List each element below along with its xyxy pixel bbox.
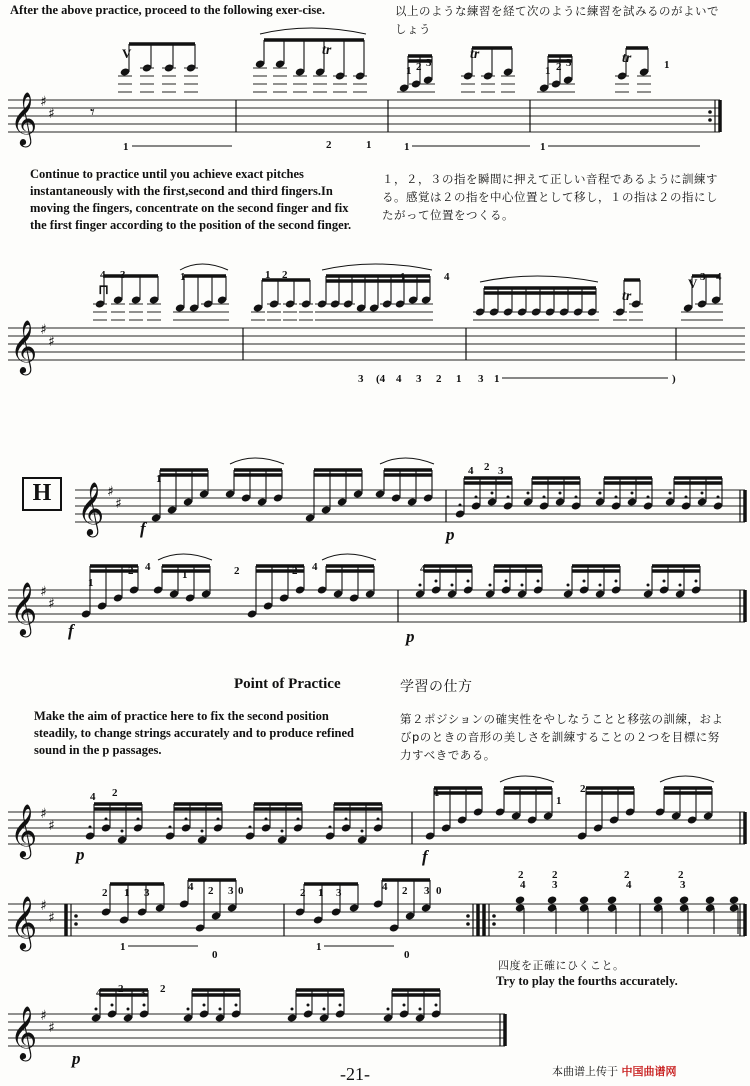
slur [380,458,434,464]
key-sharp-icon: ♯ [40,806,47,822]
notehead [653,895,664,904]
treble-clef-icon: 𝄞 [10,91,38,145]
key-sharp-icon: ♯ [48,818,55,834]
staccato-dot [249,826,252,829]
row2-fingering: 3 [478,373,484,385]
staccato-dot [419,1008,422,1011]
fourths-note-en: Try to play the fourths accurately. [496,974,678,988]
h2-fingering: 1 [182,569,188,581]
h1-fingering: 3 [498,465,504,477]
staccato-dot [489,584,492,587]
p2-fingering: 2 [678,869,684,881]
staccato-dot [631,492,634,495]
repeat-dot [74,914,78,918]
staccato-dot [467,580,470,583]
staccato-dot [567,584,570,587]
p2-fingering: 4 [520,879,526,891]
staccato-dot [345,818,348,821]
row2-fingering: ) [672,373,676,385]
p2-fingering: 3 [144,887,150,899]
p3-fingering: 3 [140,987,146,999]
row1-fingering: 1 [406,65,412,77]
fourths-note-jp: 四度を正確にひくこと。 [498,959,625,972]
staccato-dot [323,1008,326,1011]
trill-marking: tr [470,47,480,62]
notehead [515,895,526,904]
staccato-dot [265,818,268,821]
row2-fingering: 2 [436,373,442,385]
staff-practice-1 [0,770,750,880]
paragraph-2-en: Make the aim of practice here to fix the second position steadily, to change strings accurately and to produce refined sound in the p passages. [34,709,355,757]
treble-clef-icon: 𝄞 [10,803,38,857]
dynamic-marking: f [422,847,428,866]
row1-fingering: 1 [404,141,410,153]
p3-fingering: 4 [96,987,102,999]
treble-clef-icon: 𝄞 [77,481,105,535]
row1-fingering: 1 [540,141,546,153]
down-bow-icon: ⊓ [98,282,110,298]
key-sharp-icon: ♯ [40,898,47,914]
staccato-dot [669,492,672,495]
staccato-dot [459,504,462,507]
key-sharp-icon: ♯ [48,334,55,350]
h2-fingering: 2 [128,565,134,577]
p1-fingering: 4 [90,791,96,803]
staccato-dot [559,492,562,495]
row1-fingering: 1 [545,65,551,77]
staccato-dot [387,1008,390,1011]
staccato-dot [169,826,172,829]
staff-row-2 [0,270,750,430]
p2-fingering: 4 [188,881,194,893]
h2-fingering: 2 [234,565,240,577]
key-sharp-icon: ♯ [115,496,122,512]
key-sharp-icon: ♯ [40,1008,47,1024]
p3-fingering: 2 [118,983,124,995]
slur [322,554,376,560]
p2-fingering: 3 [424,885,430,897]
notehead [579,895,590,904]
row2-fingering: 4 [396,373,402,385]
notehead [679,895,690,904]
treble-clef-icon: 𝄞 [10,895,38,949]
h1-fingering: 4 [468,465,474,477]
p2-fingering: 1 [316,941,322,953]
key-sharp-icon: ♯ [107,484,114,500]
h2-fingering: 4 [312,561,318,573]
staccato-dot [475,496,478,499]
staccato-dot [291,1008,294,1011]
trill-marking: tr [622,289,632,304]
row1-fingering: 2 [556,61,562,73]
eighth-rest-icon: 𝄾 [90,102,95,123]
key-sharp-icon: ♯ [48,106,55,122]
h1-fingering: 2 [484,461,490,473]
row2-fingering: (4 [376,373,386,385]
p2-fingering: 1 [318,887,324,899]
row2-fingering: 1 [265,269,271,281]
treble-clef-icon: 𝄞 [10,581,38,635]
row1-fingering: 1 [366,139,372,151]
staccato-dot [575,496,578,499]
row2-fingering: 1 [180,271,186,283]
repeat-dot [492,914,496,918]
slur [158,554,212,560]
row2-fingering: 3 [358,373,364,385]
up-bow-icon: V [122,46,132,61]
row2-fingering: 1 [400,271,406,283]
row2-fingering: 2 [282,269,288,281]
dynamic-marking: p [72,1049,81,1068]
p2-fingering: 2 [300,887,306,899]
p2-fingering: 4 [626,879,632,891]
staccato-dot [701,492,704,495]
notehead [729,895,740,904]
p2-fingering: 2 [102,887,108,899]
staccato-dot [491,492,494,495]
h1-fingering: 1 [156,473,162,485]
staccato-dot [307,1004,310,1007]
slur [322,264,432,270]
slur [180,264,228,270]
staff-practice-2 [0,870,750,990]
staccato-dot [329,826,332,829]
p2-fingering: 2 [552,869,558,881]
row2-fingering: 1 [494,373,500,385]
row1-fingering: 3 [566,57,572,69]
staccato-dot [435,1004,438,1007]
slur [480,276,598,282]
row2-fingering: 1 [456,373,462,385]
intro-text-en: After the above practice, proceed to the following exer-cise. [10,3,325,17]
trill-marking: tr [322,43,332,58]
footer-text: 本曲谱上传于 [552,1065,618,1078]
staccato-dot [403,1004,406,1007]
p2-fingering: 1 [120,941,126,953]
notehead [547,895,558,904]
staccato-dot [663,580,666,583]
dynamic-marking: p [446,525,455,544]
staccato-dot [281,830,284,833]
staccato-dot [185,818,188,821]
staccato-dot [127,1008,130,1011]
treble-clef-icon: 𝄞 [10,1005,38,1059]
slur [500,776,554,782]
staccato-dot [187,1008,190,1011]
staccato-dot [137,818,140,821]
staccato-dot [615,580,618,583]
staccato-dot [143,1004,146,1007]
treble-clef-icon: 𝄞 [10,319,38,373]
staccato-dot [505,580,508,583]
notehead [607,895,618,904]
p2-fingering: 0 [436,885,442,897]
staccato-dot [435,580,438,583]
section-h-label: H [32,480,52,506]
intro-text-jp: 以上のような練習を経て次のように練習を試みるのがよいでしょう [395,4,719,36]
p2-fingering: 3 [552,879,558,891]
staccato-dot [219,1008,222,1011]
staccato-dot [217,818,220,821]
point-of-practice-heading: Point of Practice [234,676,341,692]
p2-fingering: 2 [518,869,524,881]
repeat-dot [708,118,712,122]
h2-fingering: 1 [88,577,94,589]
staccato-dot [717,496,720,499]
row1-fingering: 2 [416,61,422,73]
paragraph-1-jp: １，２，３の指を瞬間に押えて正しい音程であるように訓練する。感覚は２の指を中心位置として移し，１の指は２の指にしたがって位置をつくる。 [382,172,718,222]
h2-fingering: 2 [292,565,298,577]
dynamic-marking: p [76,845,85,864]
key-sharp-icon: ♯ [48,596,55,612]
p2-fingering: 0 [404,949,410,961]
staccato-dot [451,584,454,587]
p2-fingering: 3 [336,887,342,899]
dynamic-marking: f [140,519,146,538]
h2-fingering: 4 [420,563,426,575]
staccato-dot [105,818,108,821]
p1-fingering: 1 [556,795,562,807]
key-sharp-icon: ♯ [40,94,47,110]
repeat-dot [74,922,78,926]
p1-fingering: 1 [434,787,440,799]
row1-fingering: 3 [426,57,432,69]
up-bow-icon: V [688,276,698,291]
h2-fingering: 4 [145,561,151,573]
dynamic-marking: p [406,627,415,646]
staff-section-h-1 [0,440,750,550]
paragraph-1-en: Continue to practice until you achieve exact pitches instantaneously with the first,second and third fingers.In moving the fingers, concentrate on the second finger and fix the first finger according to the position of the second finger. [30,167,352,232]
p2-fingering: 3 [228,885,234,897]
key-sharp-icon: ♯ [40,584,47,600]
staccato-dot [507,496,510,499]
staccato-dot [583,580,586,583]
staccato-dot [537,580,540,583]
dynamic-marking: f [68,621,74,640]
notehead [705,895,716,904]
row2-fingering: 3 [120,269,126,281]
repeat-dot [466,922,470,926]
staff-section-h-2 [0,540,750,650]
row1-fingering: 2 [326,139,332,151]
staccato-dot [121,830,124,833]
row2-fingering: 4 [100,269,106,281]
slur [660,776,714,782]
p2-fingering: 1 [124,887,130,899]
point-of-practice-heading-jp: 学習の仕方 [400,679,473,695]
key-sharp-icon: ♯ [48,1020,55,1036]
slur [260,28,366,34]
staccato-dot [95,1008,98,1011]
p2-fingering: 4 [382,881,388,893]
slur [230,458,284,464]
staccato-dot [203,1004,206,1007]
key-sharp-icon: ♯ [48,910,55,926]
paragraph-2-jp: 第２ポジションの確実性をやしなうことと移弦の訓練，およびpのときの音形の美しさを訓練することの２つを目標に努力すべきである。 [400,712,724,762]
repeat-dot [492,922,496,926]
staccato-dot [679,584,682,587]
p2-fingering: 0 [238,885,244,897]
staccato-dot [685,496,688,499]
p3-fingering: 2 [160,983,166,995]
staccato-dot [615,496,618,499]
staccato-dot [527,492,530,495]
footer-credit [552,1063,677,1079]
page-number: -21- [340,1064,370,1084]
staccato-dot [339,1004,342,1007]
staccato-dot [599,584,602,587]
row2-fingering: 3 [416,373,422,385]
staccato-dot [543,496,546,499]
row2-fingering: 4 [444,271,450,283]
p2-fingering: 2 [208,885,214,897]
staccato-dot [361,830,364,833]
repeat-dot [708,110,712,114]
trill-marking: tr [622,51,632,66]
staccato-dot [695,580,698,583]
staccato-dot [111,1004,114,1007]
staccato-dot [521,584,524,587]
p2-fingering: 2 [624,869,630,881]
repeat-dot [466,914,470,918]
row1-fingering: 1 [123,141,129,153]
footer-logo: 中国曲谱网 [621,1065,677,1078]
key-sharp-icon: ♯ [40,322,47,338]
staccato-dot [235,1004,238,1007]
staccato-dot [89,826,92,829]
staccato-dot [201,830,204,833]
staccato-dot [599,492,602,495]
p1-fingering: 2 [580,783,586,795]
p2-fingering: 0 [212,949,218,961]
staccato-dot [647,584,650,587]
staccato-dot [377,818,380,821]
staccato-dot [297,818,300,821]
row2-fingering: 3 [700,271,706,283]
p2-fingering: 3 [680,879,686,891]
staccato-dot [419,584,422,587]
row1-fingering: 1 [664,59,670,71]
p1-fingering: 2 [112,787,118,799]
staccato-dot [647,496,650,499]
p2-fingering: 2 [402,885,408,897]
row2-fingering: 4 [716,271,722,283]
